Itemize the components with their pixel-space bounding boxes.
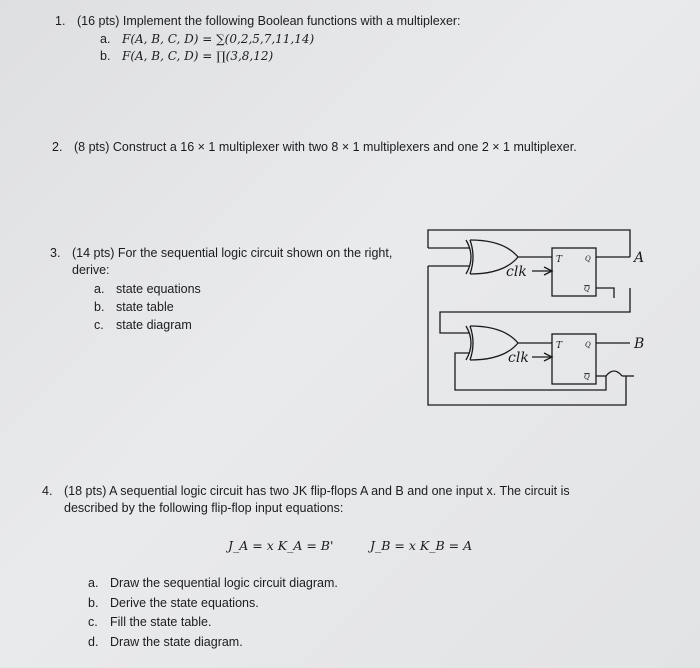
output-a-label: A <box>634 250 645 266</box>
q4-c-text: Fill the state table. <box>110 615 212 629</box>
ff1-qbar-label: Q <box>584 285 590 293</box>
q1-b-label: b. <box>100 49 111 63</box>
ff1-t-label: T <box>556 255 563 265</box>
q1-number: 1. <box>55 14 66 28</box>
ff2-t-label: T <box>556 341 563 351</box>
ff2-q-label: Q <box>585 341 591 349</box>
q4-prompt <box>42 483 570 499</box>
q1-b-expression: F(A, B, C, D) = ∏(3,8,12) <box>122 49 274 63</box>
q4-item-a <box>88 575 338 591</box>
ff2-qbar-label: Q <box>584 373 590 381</box>
q4-item-c <box>88 614 211 630</box>
q4-b-label: b. <box>88 596 99 610</box>
q2-text: (8 pts) Construct a 16 × 1 multiplexer with two 8 × 1 multiplexers and one 2 × 1 multiplexer. <box>74 140 577 154</box>
q4-number: 4. <box>42 484 53 498</box>
gate2-input-a-wire <box>440 288 630 333</box>
ff1-qbar-wire <box>596 288 614 298</box>
q1-text: (16 pts) Implement the following Boolean functions with a multiplexer: <box>77 14 461 28</box>
q1-a-label: a. <box>100 32 111 46</box>
q4-a-text: Draw the sequential logic circuit diagram. <box>110 576 338 590</box>
q3-text-continued: derive: <box>72 263 110 277</box>
q4-text: (18 pts) A sequential logic circuit has two JK flip-flops A and B and one input x. The circuit is <box>64 484 570 498</box>
q4-c-label: c. <box>88 615 98 629</box>
q3-text: (14 pts) For the sequential logic circuit shown on the right, <box>72 246 393 260</box>
q3-b-label: b. <box>94 300 105 314</box>
q4-b-text: Derive the state equations. <box>110 596 259 610</box>
q4-text-continued: described by the following flip-flop input equations: <box>64 501 344 515</box>
q3-a-text: state equations <box>116 282 201 296</box>
clk2-label: clk <box>508 350 529 366</box>
gate1-input-curve <box>466 240 471 274</box>
ff1-q-label: Q <box>585 255 591 263</box>
q4-item-b <box>88 595 259 611</box>
q4-d-text: Draw the state diagram. <box>110 635 243 649</box>
clk1-label: clk <box>506 264 527 280</box>
q1-a-expression: F(A, B, C, D) = ∑(0,2,5,7,11,14) <box>122 32 315 46</box>
q2-number: 2. <box>52 140 63 154</box>
q3-a-label: a. <box>94 282 105 296</box>
wire-hop <box>606 371 622 376</box>
q3-b-text: state table <box>116 300 174 314</box>
q3-c-text: state diagram <box>116 318 192 332</box>
gate2-input-curve <box>466 326 471 360</box>
q4-equation-a: J_A = x K_A = B' <box>228 538 334 553</box>
q4-item-d <box>88 634 243 650</box>
q3-number: 3. <box>50 246 61 260</box>
output-b-label: B <box>634 336 645 352</box>
q4-equation-b: J_B = x K_B = A <box>370 538 473 553</box>
q4-d-label: d. <box>88 635 99 649</box>
q3-c-label: c. <box>94 318 104 332</box>
q4-a-label: a. <box>88 576 99 590</box>
gate1-input-top-wire <box>428 230 630 257</box>
